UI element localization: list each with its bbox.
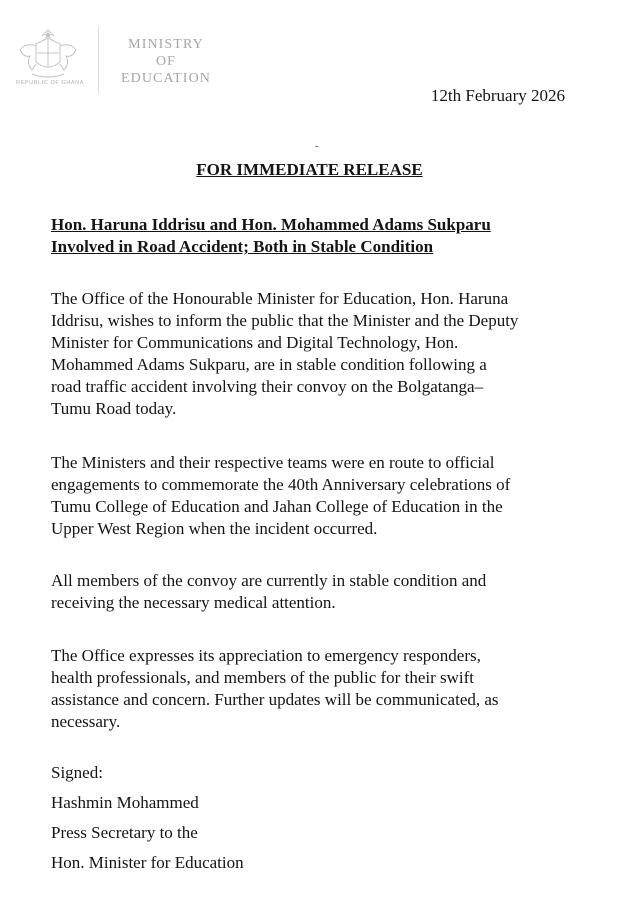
paragraph-3	[51, 570, 581, 614]
headline-line: Involved in Road Accident; Both in Stable Condition	[51, 237, 434, 256]
paragraph-line: necessary.	[51, 712, 121, 731]
paragraph-line: All members of the convoy are currently in stable condition and	[51, 571, 487, 590]
paragraph-line: road traffic accident involving their convoy on the Bolgatanga–	[51, 377, 484, 396]
paragraph-line: Upper West Region when the incident occurred.	[51, 519, 378, 538]
release-heading: FOR IMMEDIATE RELEASE	[196, 160, 423, 179]
signed-label: Signed:	[51, 763, 103, 782]
paragraph-1	[51, 288, 581, 420]
paragraph-line: Minister for Communications and Digital Technology, Hon.	[51, 333, 459, 352]
paragraph-line: Tumu College of Education and Jahan College of Education in the	[51, 497, 503, 516]
ministry-line-2: OF	[155, 54, 177, 69]
signatory-name: Hashmin Mohammed	[51, 793, 199, 812]
paragraph-line: The Office of the Honourable Minister for Education, Hon. Haruna	[51, 289, 509, 308]
ministry-logo-text	[108, 36, 224, 87]
separator-dash: -	[315, 141, 319, 152]
paragraph-line: health professionals, and members of the public for their swift	[51, 668, 474, 687]
signatory-title-line-2: Hon. Minister for Education	[51, 853, 244, 872]
letterhead	[0, 0, 619, 100]
headline-line: Hon. Haruna Iddrisu and Hon. Mohammed Adams Sukparu	[51, 215, 491, 234]
paragraph-line: Tumu Road today.	[51, 399, 177, 418]
release-date: 12th February 2026	[430, 86, 565, 105]
coat-of-arms-caption: REPUBLIC OF GHANA	[16, 80, 84, 86]
paragraph-line: receiving the necessary medical attention.	[51, 593, 336, 612]
letterhead-divider	[98, 26, 99, 94]
paragraph-line: Iddrisu, wishes to inform the public that the Minister and the Deputy	[51, 311, 519, 330]
paragraph-line: engagements to commemorate the 40th Anniversary celebrations of	[51, 475, 511, 494]
ministry-line-3: EDUCATION	[120, 71, 211, 86]
headline	[51, 214, 571, 258]
signatory-title-line-1: Press Secretary to the	[51, 823, 198, 842]
paragraph-4	[51, 645, 581, 733]
paragraph-2	[51, 452, 581, 540]
paragraph-line: The Ministers and their respective teams were en route to official	[51, 453, 495, 472]
paragraph-line: The Office expresses its appreciation to emergency responders,	[51, 646, 481, 665]
paragraph-line: assistance and concern. Further updates will be communicated, as	[51, 690, 499, 709]
paragraph-line: Mohammed Adams Sukparu, are in stable condition following a	[51, 355, 487, 374]
ministry-line-1: MINISTRY	[128, 37, 204, 52]
